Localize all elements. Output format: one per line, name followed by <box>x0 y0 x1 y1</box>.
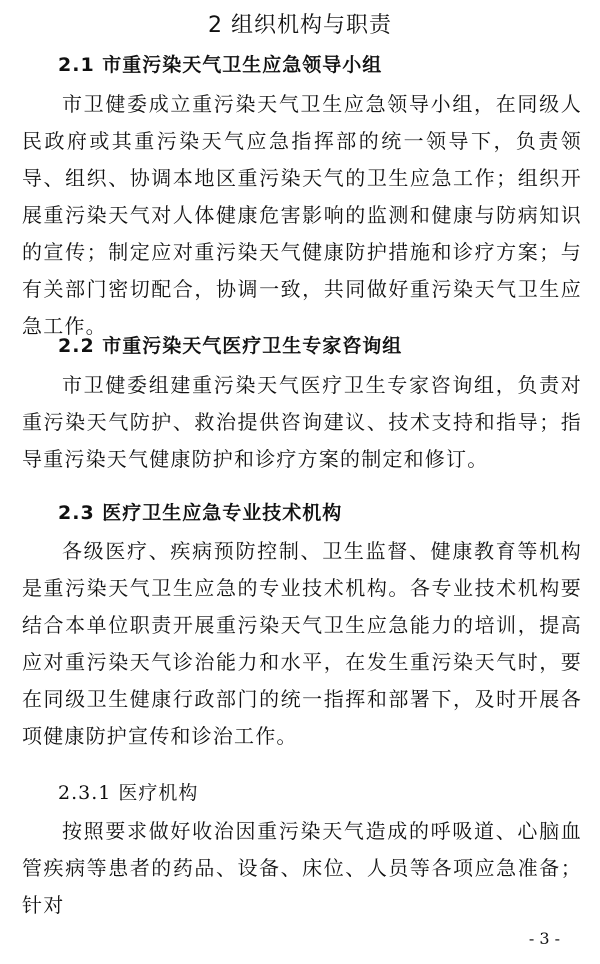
paragraph-2-2: 市卫健委组建重污染天气医疗卫生专家咨询组，负责对重污染天气防护、救治提供咨询建议、技术支持和指导；指导重污染天气健康防护和诊疗方案的制定和修订。 <box>22 373 582 471</box>
heading-2-1: 2.1 市重污染天气卫生应急领导小组 <box>58 54 383 76</box>
heading-2-2: 2.2 市重污染天气医疗卫生专家咨询组 <box>58 335 403 357</box>
paragraph-2-3-1: 按照要求做好收治因重污染天气造成的呼吸道、心脑血管疾病等患者的药品、设备、床位、人员等各项应急准备；针对 <box>22 819 582 917</box>
section-title: 2 组织机构与职责 <box>208 13 392 38</box>
paragraph-2-3: 各级医疗、疾病预防控制、卫生监督、健康教育等机构是重污染天气卫生应急的专业技术机构。各专业技术机构要结合本单位职责开展重污染天气卫生应急能力的培训，提高应对重污染天气诊治能力和水平，在发生重污染天气时，要在同级卫生健康行政部门的统一指挥和部署下，及时开展各项健康防护宣传和诊治工作。 <box>22 539 582 748</box>
page-number: - 3 - <box>528 929 560 948</box>
heading-2-3-1: 2.3.1 医疗机构 <box>58 782 199 804</box>
heading-2-3: 2.3 医疗卫生应急专业技术机构 <box>58 502 343 524</box>
paragraph-2-1: 市卫健委成立重污染天气卫生应急领导小组，在同级人民政府或其重污染天气应急指挥部的统一领导下，负责领导、组织、协调本地区重污染天气的卫生应急工作；组织开展重污染天气对人体健康危害影响的监测和健康与防病知识的宣传；制定应对重污染天气健康防护措施和诊疗方案；与有关部门密切配合，协调一致，共同做好重污染天气卫生应急工作。 <box>22 92 582 338</box>
